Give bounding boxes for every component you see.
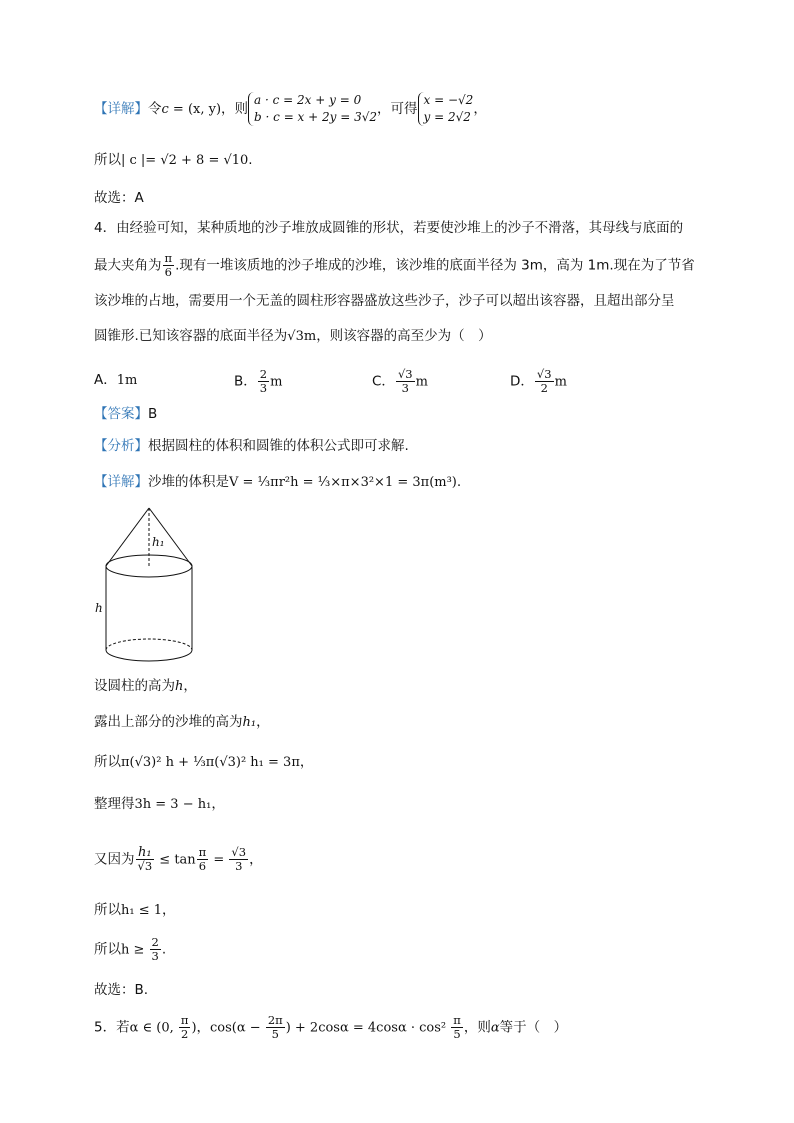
numerator: 2 — [151, 935, 159, 949]
fraction — [451, 1014, 463, 1041]
text: 5．若 — [94, 1019, 130, 1036]
denominator: 3 — [151, 949, 159, 963]
math-var: α — [490, 1020, 500, 1036]
numerator: π — [198, 845, 207, 859]
text: . — [161, 941, 167, 958]
text: ， — [256, 714, 270, 730]
math-var: h₁ — [242, 715, 257, 730]
denominator: 5 — [453, 1027, 461, 1041]
text: 设圆柱的高为 — [94, 678, 175, 694]
text: ， — [299, 754, 314, 770]
fraction — [266, 1014, 285, 1041]
vector-c: c — [161, 102, 169, 117]
choose-line-1: 故选：A — [94, 190, 144, 206]
answer-tag: 【答案】 — [94, 406, 148, 422]
text: 等于（ ） — [499, 1019, 568, 1036]
math-expr: cos(α − — [210, 1020, 265, 1036]
text: 露出上部分的沙堆的高为 — [94, 714, 243, 730]
fraction — [197, 846, 209, 873]
q4-line-2 — [94, 252, 695, 279]
step-1 — [94, 676, 197, 697]
fraction — [229, 846, 248, 873]
denominator: √3 — [137, 859, 153, 873]
detail-line-2 — [94, 150, 253, 171]
numerator: π — [453, 1013, 461, 1027]
text: 所以 — [94, 941, 121, 958]
numerator: h₁ — [136, 846, 155, 860]
numerator: √3 — [397, 367, 413, 381]
label-h: h — [95, 601, 103, 615]
option-c[interactable] — [372, 368, 428, 395]
step-4 — [94, 794, 225, 815]
analysis-text: 根据圆柱的体积和圆锥的体积公式即可求解. — [148, 438, 409, 454]
math-expr: 3h = 3 − h₁ — [134, 797, 212, 812]
denominator: 6 — [164, 265, 172, 279]
text: ， — [162, 902, 176, 918]
denominator: 2 — [540, 381, 548, 395]
text: 沙堆的体积是 — [148, 474, 229, 490]
denominator: 3 — [235, 859, 243, 873]
fraction — [136, 846, 155, 873]
math-expr: ≤ tan — [155, 852, 196, 868]
text: 整理得 — [94, 796, 135, 812]
text: . — [248, 152, 253, 168]
analysis-line — [94, 436, 409, 456]
math-expr: α ∈ (0, — [129, 1020, 178, 1036]
math-expr: h ≥ — [121, 942, 149, 958]
math-expr: π(√3)² h + ⅓π(√3)² h₁ = 3π — [121, 755, 300, 770]
text: .现有一堆该质地的沙子堆成的沙堆，该沙堆的底面半径为 3m，高为 1m.现在为了节省 — [175, 257, 695, 274]
denominator: 5 — [271, 1027, 279, 1041]
detail-tag: 【详解】 — [94, 474, 148, 490]
option-b[interactable] — [234, 368, 282, 395]
q4-line-3: 该沙堆的占地，需要用一个无盖的圆柱形容器盛放这些沙子，沙子可以超出该容器，且超出部分呈 — [94, 293, 675, 309]
fraction — [396, 368, 415, 395]
math-expr: h₁ ≤ 1 — [121, 903, 163, 918]
text: . — [456, 474, 462, 490]
option-a[interactable] — [94, 370, 137, 391]
step-7 — [94, 936, 166, 963]
answer-value: B — [148, 406, 158, 422]
fraction — [150, 936, 161, 963]
numerator: π — [180, 1013, 189, 1027]
text: 所以 — [94, 754, 121, 770]
fraction — [535, 368, 554, 395]
math-expr: | c |= √2 + 8 = √10 — [121, 153, 249, 168]
fraction — [179, 1014, 191, 1041]
numerator: √3 — [536, 367, 552, 381]
q4-line-1: 4．由经验可知，某种质地的沙子堆放成圆锥的形状，若要使沙堆上的沙子不滑落，其母线与底面的 — [94, 220, 684, 236]
denominator: 6 — [198, 859, 207, 873]
analysis-tag: 【分析】 — [94, 438, 148, 454]
text: ，则 — [463, 1019, 491, 1036]
option-label: C． — [372, 373, 395, 390]
text: ，可得 — [377, 101, 418, 117]
text: 所以 — [94, 152, 121, 168]
solution-system — [418, 92, 474, 126]
q4-line-4 — [94, 326, 492, 347]
step-6 — [94, 900, 176, 921]
equation-1: a · c = 2x + y = 0 — [254, 93, 362, 107]
text: 又因为 — [94, 851, 135, 868]
step-5 — [94, 846, 263, 873]
q4-options — [94, 368, 694, 402]
option-d[interactable] — [510, 368, 567, 395]
denominator: 3 — [259, 381, 268, 395]
math-expr: √3m — [287, 329, 317, 344]
detail-line-q4 — [94, 472, 461, 493]
fraction — [258, 368, 269, 395]
math-expr: = — [209, 852, 229, 868]
choose-line-2: 故选：B. — [94, 982, 149, 998]
volume-formula: V = ⅓πr²h = ⅓×π×3²×1 = 3π(m³) — [229, 475, 457, 490]
equation-system — [248, 92, 377, 126]
text: 最大夹角为 — [94, 257, 162, 274]
text: 所以 — [94, 902, 121, 918]
unit: m — [270, 374, 283, 390]
text: 圆锥形.已知该容器的底面半径为 — [94, 328, 288, 344]
q5-line — [94, 1014, 567, 1041]
option-label: D． — [510, 373, 534, 390]
math-expr: ) — [191, 1020, 197, 1036]
math-expr: ) + 2cosα = 4cosα · cos² — [285, 1020, 451, 1036]
numerator: 2π — [267, 1013, 283, 1027]
text: ， — [211, 796, 225, 812]
text: ，则 — [221, 101, 249, 117]
option-label: B． — [234, 373, 257, 390]
numerator: √3 — [231, 845, 247, 859]
text: 令 — [148, 101, 162, 117]
numerator: π — [164, 251, 173, 265]
text: ， — [196, 1019, 211, 1036]
fraction — [163, 252, 175, 279]
label-h1: h₁ — [152, 535, 165, 549]
solution-1: x = −√2 — [423, 93, 474, 107]
text: ，则该容器的高至少为（ ） — [316, 328, 492, 344]
text: ， — [249, 851, 263, 868]
option-label: A． — [94, 372, 117, 388]
math-var: h — [175, 679, 184, 694]
step-3 — [94, 752, 313, 773]
solution-2: y = 2√2 — [423, 110, 471, 124]
option-text: 1m — [116, 373, 138, 388]
text: ， — [183, 678, 197, 694]
denominator: 2 — [180, 1027, 189, 1041]
equation-2: b · c = x + 2y = 3√2 — [254, 110, 378, 124]
detail-line-1 — [94, 92, 487, 126]
numerator: 2 — [259, 367, 268, 381]
detail-tag: 【详解】 — [94, 101, 148, 117]
text: ， — [473, 101, 487, 117]
denominator: 3 — [401, 381, 409, 395]
cone-cylinder-figure — [92, 504, 202, 670]
math-def: = (x, y) — [168, 102, 222, 117]
unit: m — [415, 374, 428, 390]
step-2 — [94, 712, 270, 733]
answer-line — [94, 404, 157, 424]
unit: m — [554, 374, 567, 390]
